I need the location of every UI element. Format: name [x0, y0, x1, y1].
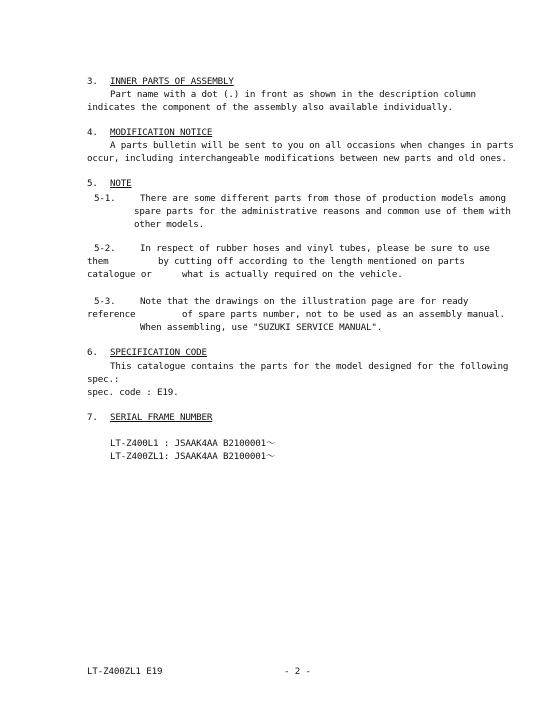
section-3-number: 3. [87, 76, 98, 87]
section-5-heading: NOTE [110, 178, 132, 189]
note-5-2-lead-1: them [87, 256, 109, 267]
section-4-line-2: occur, including interchangeable modifications between new parts and old ones. [87, 153, 507, 164]
section-6-line-2: spec.: [87, 374, 120, 385]
note-5-3-line-3: When assembling, use "SUZUKI SERVICE MANUAL". [140, 322, 383, 333]
section-3-line-1: Part name with a dot (.) in front as shown in the description column [110, 89, 476, 100]
note-5-2-line-3: what is actually required on the vehicle. [182, 269, 403, 280]
note-5-2-line-2: by cutting off according to the length mentioned on parts [158, 256, 465, 267]
serial-line-2: LT-Z400ZL1: JSAAK4AA B2100001～ [110, 451, 276, 462]
note-5-3-number: 5-3. [94, 296, 116, 307]
section-6-heading: SPECIFICATION CODE [110, 347, 207, 358]
section-7-heading: SERIAL FRAME NUMBER [110, 412, 213, 423]
section-7-number: 7. [87, 412, 98, 423]
note-5-1-line-2: spare parts for the administrative reasons and common use of them with [134, 206, 511, 217]
note-5-3-lead-1: reference [87, 309, 136, 320]
note-5-3-line-2: of spare parts number, not to be used as an assembly manual. [182, 309, 505, 320]
serial-line-1: LT-Z400L1 : JSAAK4AA B2100001～ [110, 438, 276, 449]
note-5-1-line-1: There are some different parts from those of production models among [140, 193, 506, 204]
section-4-heading: MODIFICATION NOTICE [110, 127, 213, 138]
note-5-2-lead-2: catalogue or [87, 269, 152, 280]
footer-page-number: - 2 - [284, 666, 311, 677]
section-4-number: 4. [87, 127, 98, 138]
note-5-1-line-3: other models. [134, 219, 204, 230]
section-4-line-1: A parts bulletin will be sent to you on all occasions when changes in parts [110, 140, 514, 151]
section-3-heading: INNER PARTS OF ASSEMBLY [110, 76, 234, 87]
note-5-2-line-1: In respect of rubber hoses and vinyl tubes, please be sure to use [140, 243, 490, 254]
section-6-line-1: This catalogue contains the parts for the model designed for the following [110, 361, 509, 372]
section-5-number: 5. [87, 178, 98, 189]
section-6-line-3: spec. code : E19. [87, 387, 179, 398]
section-6-number: 6. [87, 347, 98, 358]
note-5-3-line-1: Note that the drawings on the illustration page are for ready [140, 296, 469, 307]
section-3-line-2: indicates the component of the assembly also available individually. [87, 102, 453, 113]
note-5-1-number: 5-1. [94, 193, 116, 204]
footer-model-code: LT-Z400ZL1 E19 [87, 666, 163, 677]
note-5-2-number: 5-2. [94, 243, 116, 254]
